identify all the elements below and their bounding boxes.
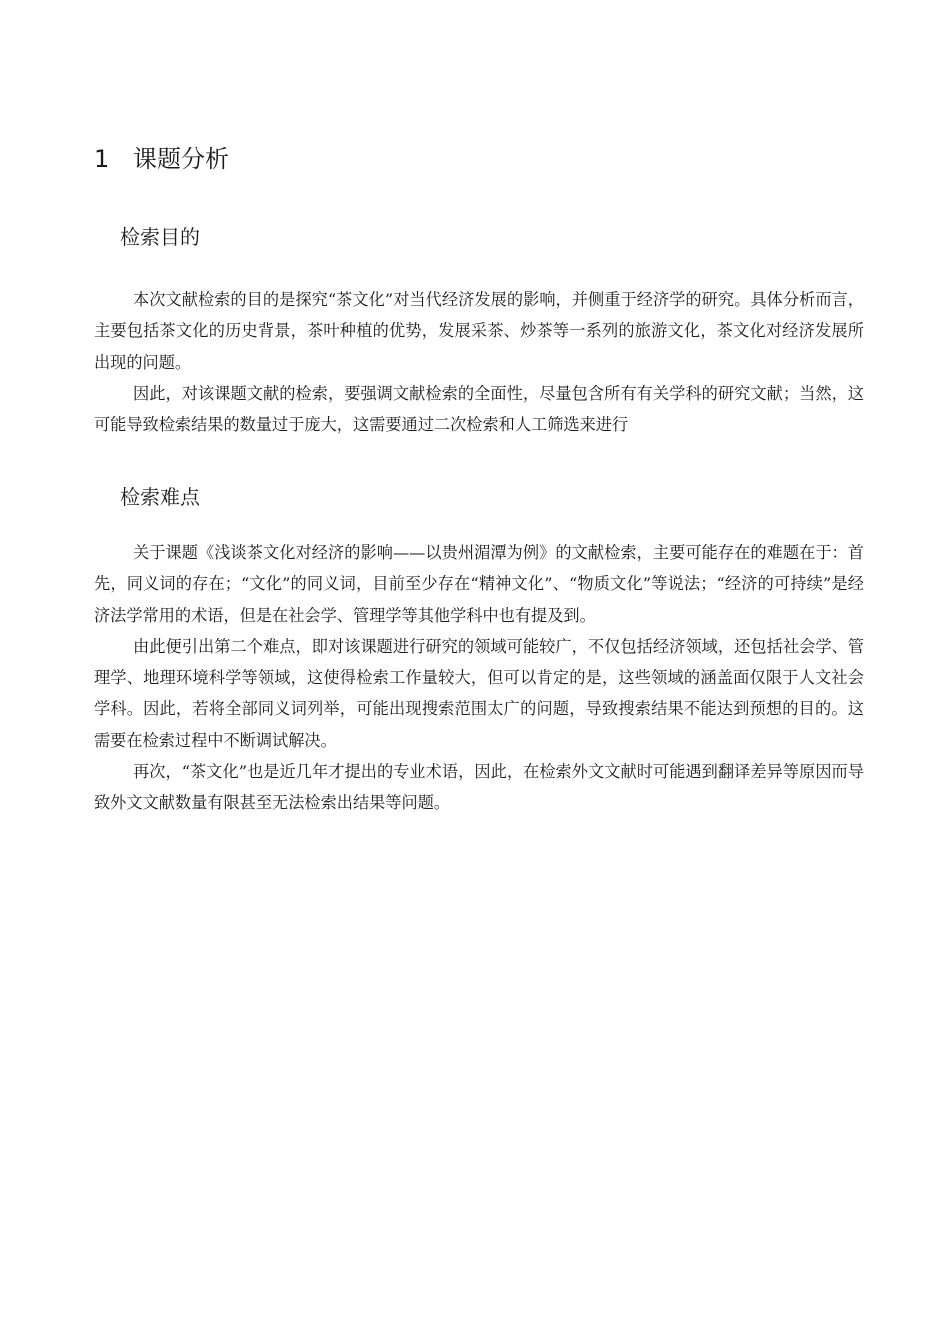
purpose-section-body	[94, 284, 864, 440]
paragraph: 关于课题《浅谈茶文化对经济的影响——以贵州湄潭为例》的文献检索，主要可能存在的难题在于：首先，同义词的存在；“文化”的同义词，目前至少存在“精神文化”、“物质文化”等说法；“经济的可持续”是经济法学常用的术语，但是在社会学、管理学等其他学科中也有提及到。	[94, 543, 864, 625]
paragraph: 本次文献检索的目的是探究“茶文化”对当代经济发展的影响，并侧重于经济学的研究。具体分析而言，主要包括茶文化的历史背景，茶叶种植的优势，发展采茶、炒茶等一系列的旅游文化，茶文化对经济发展所出现的问题。	[94, 290, 864, 372]
subsection-heading-difficulties: 检索难点	[120, 485, 200, 509]
subsection-heading-purpose: 检索目的	[120, 225, 200, 249]
section-heading	[94, 142, 229, 176]
paragraph: 因此，对该课题文献的检索，要强调文献检索的全面性，尽量包含所有有关学科的研究文献；当然，这可能导致检索结果的数量过于庞大，这需要通过二次检索和人工筛选来进行	[94, 383, 864, 435]
paragraph: 由此便引出第二个难点，即对该课题进行研究的领域可能较广，不仅包括经济领域，还包括社会学、管理学、地理环境科学等领域，这使得检索工作量较大，但可以肯定的是，这些领域的涵盖面仅限于人文社会学科。因此，若将全部同义词列举，可能出现搜索范围太广的问题，导致搜索结果不能达到预想的目的。这需要在检索过程中不断调试解决。	[94, 636, 864, 750]
paragraph: 再次，“茶文化”也是近几年才提出的专业术语，因此，在检索外文文献时可能遇到翻译差异等原因而导致外文文献数量有限甚至无法检索出结果等问题。	[94, 762, 864, 813]
section-title: 课题分析	[133, 145, 229, 173]
section-number: 1	[94, 145, 110, 173]
difficulties-section-body	[94, 537, 864, 819]
